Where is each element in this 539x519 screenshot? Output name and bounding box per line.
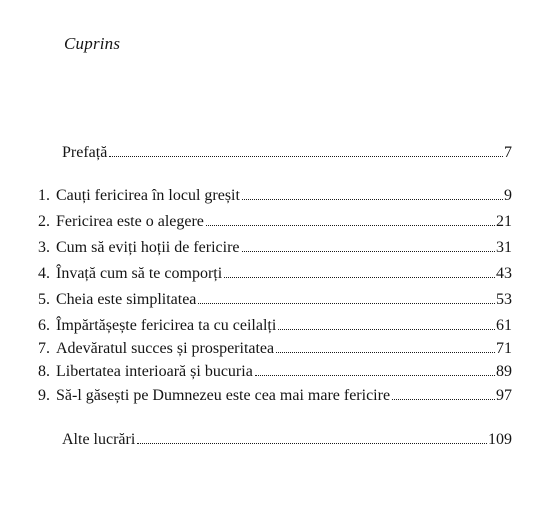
toc-entry-number: 1. [38,187,50,204]
dot-leader [278,328,495,330]
dot-leader [206,224,495,226]
toc-entry-other-works [62,430,512,450]
toc-entry-number: 5. [38,291,50,308]
toc-entry-page: 21 [496,213,512,230]
toc-entry-title: Învață cum să te comporți [56,265,223,282]
toc-entry-page: 31 [496,239,512,256]
toc-entry [38,238,512,258]
toc-entry-page: 109 [488,431,512,448]
toc-entry-page: 97 [496,387,512,404]
toc-entry-page: 89 [496,363,512,380]
toc-entry-page: 71 [496,340,512,357]
dot-leader [242,250,496,252]
toc-entry-title: Cheia este simplitatea [56,291,197,308]
toc-entry-page: 43 [496,265,512,282]
toc-entry [38,386,512,406]
toc-entry-page: 53 [496,291,512,308]
toc-entry-title: Alte lucrări [62,431,136,448]
toc-entry [38,264,512,284]
toc-entry [38,362,512,382]
dot-leader [224,276,495,278]
toc-entry-title: Fericirea este o alegere [56,213,204,230]
toc-entry-title: Adevăratul succes și prosperitatea [56,340,275,357]
dot-leader [276,351,495,353]
dot-leader [242,198,503,200]
toc-entry [38,212,512,232]
toc-entry-title: Să-l găsești pe Dumnezeu este cea mai mare fericire [56,387,391,404]
toc-entry-number: 3. [38,239,50,256]
toc-entry-number: 6. [38,317,50,334]
toc-entry-preface [62,143,512,163]
toc-entry [38,186,512,206]
toc-heading: Cuprins [64,34,121,53]
toc-entry-number: 2. [38,213,50,230]
toc-entry-number: 7. [38,340,50,357]
dot-leader [392,398,495,400]
toc-entry-title: Prefață [62,144,108,161]
toc-entry-page: 9 [504,187,512,204]
toc-entry-title: Libertatea interioară și bucuria [56,363,253,380]
toc-entry-title: Cauți fericirea în locul greșit [56,187,240,204]
toc-entry-number: 4. [38,265,50,282]
toc-entry-page: 61 [496,317,512,334]
dot-leader [255,374,495,376]
toc-entry [38,316,512,336]
toc-entry-title: Împărtășește fericirea ta cu ceilalți [56,317,277,334]
toc-entry-number: 8. [38,363,50,380]
dot-leader [109,155,503,157]
toc-entry [38,339,512,359]
dot-leader [198,302,495,304]
toc-entry-title: Cum să eviți hoții de fericire [56,239,240,256]
toc-entry-number: 9. [38,387,50,404]
dot-leader [137,442,487,444]
toc-entry [38,290,512,310]
toc-entry-page: 7 [504,144,512,161]
